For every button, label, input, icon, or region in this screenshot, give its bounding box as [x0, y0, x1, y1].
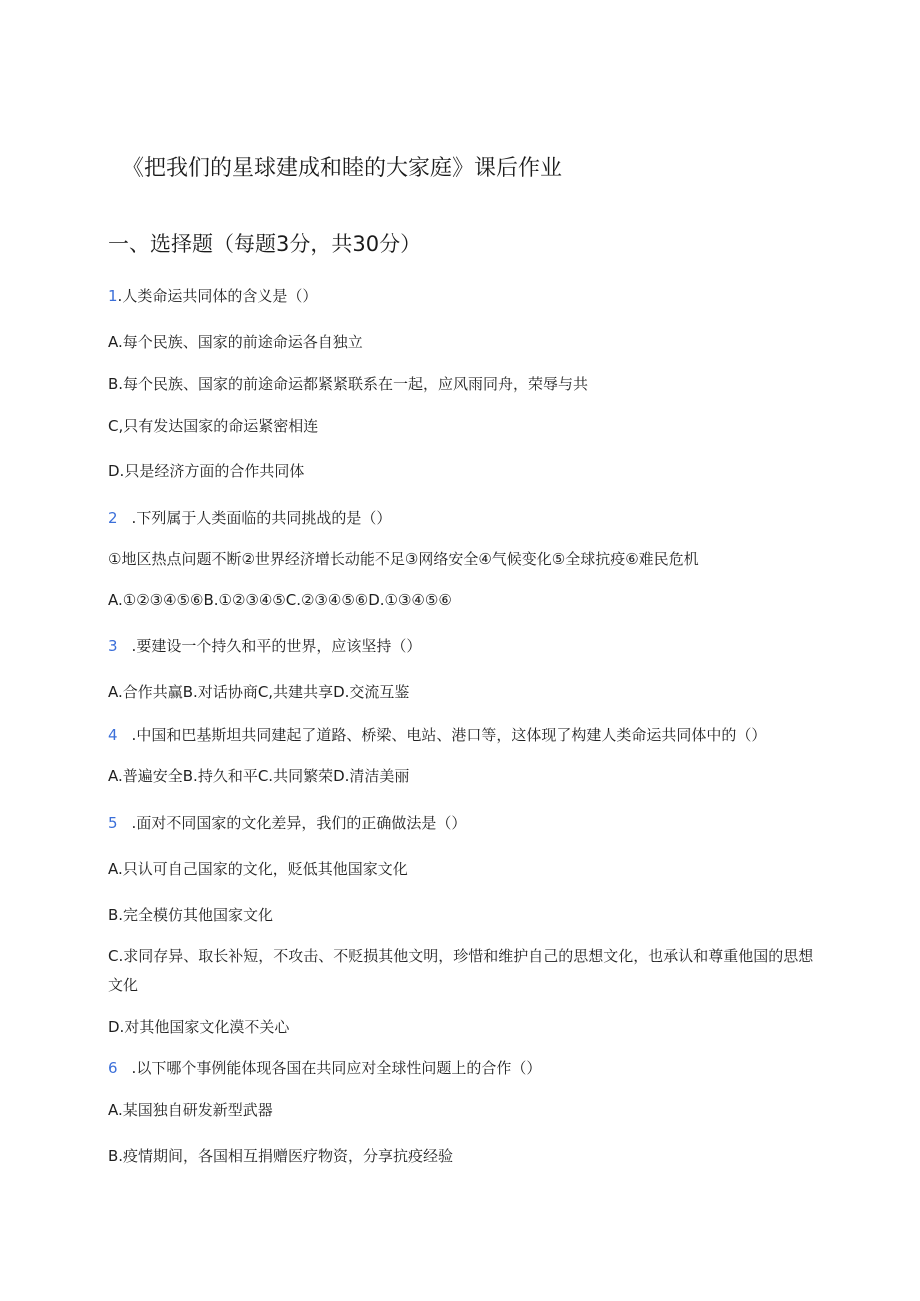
- question-stem: .面对不同国家的文化差异，我们的正确做法是（）: [131, 814, 467, 832]
- options-line: A.①②③④⑤⑥B.①②③④⑤C.②③④⑤⑥D.①③④⑤⑥: [108, 591, 452, 609]
- question-stem: .以下哪个事例能体现各国在共同应对全球性问题上的合作（）: [131, 1059, 542, 1077]
- question-stem: .中国和巴基斯坦共同建起了道路、桥梁、电站、港口等，这体现了构建人类命运共同体中的（）: [131, 726, 767, 744]
- question-number: 3: [108, 637, 118, 655]
- question-5: [108, 813, 466, 833]
- question-4: [108, 725, 766, 745]
- question-number: 4: [108, 726, 118, 744]
- question-3: [108, 636, 421, 656]
- section-heading: 一、选择题（每题3分，共30分）: [108, 232, 422, 256]
- options-line: A.合作共赢B.对话协商C,共建共享D.交流互鉴: [108, 683, 410, 701]
- option-b: B.完全模仿其他国家文化: [108, 906, 274, 924]
- question-1: [108, 286, 317, 306]
- option-a: A.只认可自己国家的文化，贬低其他国家文化: [108, 860, 408, 878]
- question-number: 6: [108, 1059, 118, 1077]
- document-title: 《把我们的星球建成和睦的大家庭》课后作业: [122, 156, 563, 181]
- question-6: [108, 1058, 541, 1078]
- option-d: D.只是经济方面的合作共同体: [108, 462, 305, 480]
- question-number: 1: [108, 287, 118, 305]
- option-b: B.疫情期间，各国相互捐赠医疗物资，分享抗疫经验: [108, 1147, 454, 1165]
- question-stem: .人类命运共同体的含义是（）: [117, 287, 318, 305]
- question-stem: .下列属于人类面临的共同挑战的是（）: [131, 509, 392, 527]
- option-a: A.某国独自研发新型武器: [108, 1101, 273, 1119]
- question-number: 2: [108, 509, 118, 527]
- option-c: C.求同存异、取长补短，不攻击、不贬损其他文明，珍惜和维护自己的思想文化，也承认和尊重他国的思想文化: [108, 947, 814, 994]
- question-stem: .要建设一个持久和平的世界，应该坚持（）: [131, 637, 422, 655]
- option-a: A.每个民族、国家的前途命运各自独立: [108, 333, 363, 351]
- options-line: A.普遍安全B.持久和平C.共同繁荣D.清洁美丽: [108, 767, 410, 785]
- option-d: D.对其他国家文化漠不关心: [108, 1018, 290, 1036]
- option-b: B.每个民族、国家的前途命运都紧紧联系在一起，应风雨同舟，荣辱与共: [108, 375, 589, 393]
- question-number: 5: [108, 814, 118, 832]
- option-c: C,只有发达国家的命运紧密相连: [108, 417, 319, 435]
- question-2: [108, 508, 391, 528]
- question-items: ①地区热点问题不断②世界经济增长动能不足③网络安全④气候变化⑤全球抗疫⑥难民危机: [108, 550, 699, 568]
